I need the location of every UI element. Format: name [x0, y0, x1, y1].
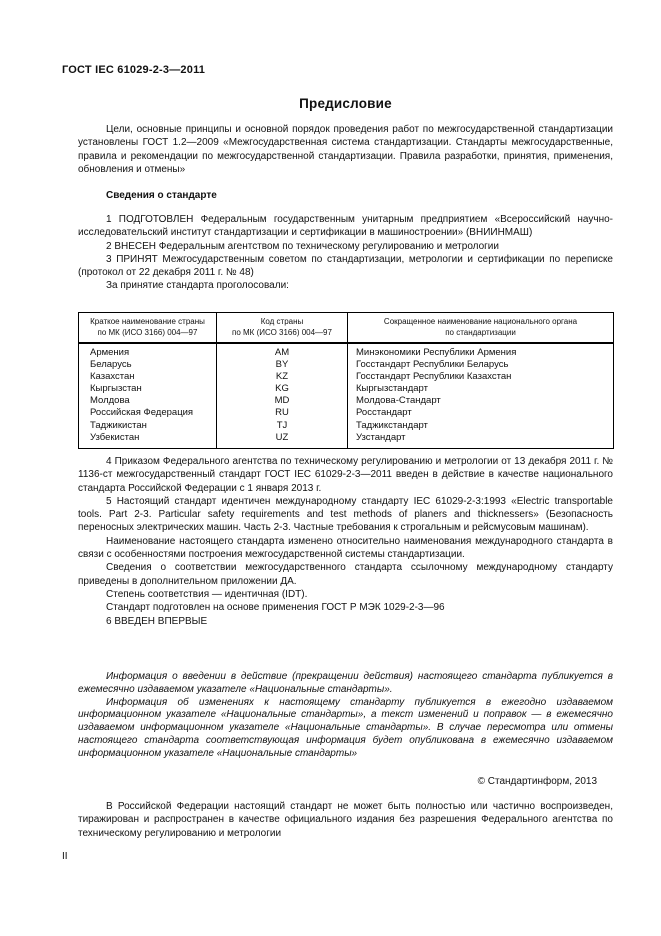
info-item-4: 4 Приказом Федерального агентства по техническому регулированию и метрологии от 13 декабря 2011 г. № 1136-ст межгосударственный стандарт ГОСТ IEC 61029-2-3—2011 введен в действие в качестве национального стандарта Российской Федерации с 1 января 2013 г.	[78, 456, 613, 494]
column-header-line: Краткое наименование страны	[90, 317, 205, 326]
country-cell: Армения	[90, 347, 130, 358]
code-cell: RU	[217, 407, 348, 419]
code-cell: BY	[217, 359, 348, 371]
renamed-note: Наименование настоящего стандарта изменено относительно наименования международного стандарта в связи с особенностями построения межгосударственной системы стандартизации.	[78, 535, 613, 561]
column-header-country	[79, 313, 217, 344]
conformity-degree-line: Степень соответствия — идентичная (IDT).	[106, 588, 308, 600]
country-cell: Беларусь	[90, 359, 132, 371]
standard-info-heading: Сведения о стандарте	[106, 190, 217, 201]
standard-info-section	[78, 213, 613, 293]
code-cell: AM	[217, 343, 348, 359]
column-header-org	[348, 313, 614, 344]
column-header-line: по МК (ИСО 3166) 004—97	[97, 327, 198, 337]
restriction-section	[78, 800, 613, 840]
info-item-3: 3 ПРИНЯТ Межгосударственным советом по стандартизации, метрологии и сертификации по переписке (протокол от 22 декабря 2011 г. № 48)	[78, 253, 613, 279]
code-cell: KZ	[217, 371, 348, 383]
info-item-1: 1 ПОДГОТОВЛЕН Федеральным государственным унитарным предприятием «Всероссийский научно-исследовательский институт стандартизации и сертификации в машиностроении» (ВНИИНМАШ)	[78, 214, 613, 239]
info-item-6: 6 ВВЕДЕН ВПЕРВЫЕ	[106, 615, 208, 627]
table-row	[79, 383, 614, 395]
org-cell: Узстандарт	[348, 432, 614, 449]
vote-table-body	[79, 343, 614, 448]
table-row	[79, 343, 614, 359]
intro-paragraph: Цели, основные принципы и основной порядок проведения работ по межгосударственной стандартизации установлены ГОСТ 1.2—2009 «Межгосударственная система стандартизации. Стандарты межгосударственные, правила и рекомендации по межгосударственной стандартизации. Правила разработки, принятия, применения, обновления и отмены»	[78, 124, 613, 175]
column-header-line: по стандартизации	[445, 327, 516, 337]
basis-note: Стандарт подготовлен на основе применения ГОСТ Р МЭК 1029-2-3—96	[106, 602, 445, 614]
org-cell: Госстандарт Республики Беларусь	[348, 359, 614, 371]
table-row	[79, 432, 614, 449]
org-cell: Минэкономики Республики Армения	[348, 343, 614, 359]
vote-table-header	[79, 313, 614, 344]
country-cell: Казахстан	[90, 371, 135, 383]
info-item-5: 5 Настоящий стандарт идентичен международному стандарту IEC 61029-2-3:1993 «Electric transportable tools. Part 2-3. Particular safety requirements and test methods of planers and thicknessers» (Безопасность переносных электрических машин. Часть 2-3. Частные требования к строгальным и рейсмусовым машинам).	[78, 495, 613, 534]
page-title: Предисловие	[299, 96, 392, 111]
country-cell: Таджикистан	[90, 419, 147, 431]
header-row	[79, 313, 614, 344]
code-cell: UZ	[217, 432, 348, 449]
page-number: II	[62, 851, 68, 862]
publication-note-1: Информация о введении в действие (прекращении действия) настоящего стандарта публикуется в ежемесячно издаваемом указателе «Национальные стандарты».	[78, 671, 613, 695]
code-cell: KG	[217, 383, 348, 395]
table-row	[79, 395, 614, 407]
org-cell: Росстандарт	[348, 407, 614, 419]
country-cell: Российская Федерация	[90, 407, 194, 419]
org-cell: Таджикстандарт	[348, 420, 614, 432]
org-cell: Госстандарт Республики Казахстан	[348, 371, 614, 383]
vote-table-container	[78, 312, 613, 449]
reference-note: Сведения о соответствии межгосударственного стандарта ссылочному международному стандарту приведены в дополнительном приложении ДА.	[78, 562, 613, 587]
column-header-code	[217, 313, 348, 344]
table-row	[79, 420, 614, 432]
table-row	[79, 407, 614, 419]
country-cell: Молдова	[90, 395, 130, 407]
document-code: ГОСТ IEC 61029-2-3—2011	[62, 64, 206, 76]
table-row	[79, 371, 614, 383]
publication-notes-section	[78, 671, 613, 761]
org-cell: Молдова-Стандарт	[348, 395, 614, 407]
publication-note-2: Информация об изменениях к настоящему стандарту публикуется в ежегодно издаваемом информационном указателе «Национальные стандарты», а текст изменений и поправок — в ежемесячно издаваемом информационном указателе «Национальные стандарты». В случае пересмотра или отмены настоящего стандарта соответствующая информация будет опубликована в ежемесячно издаваемом информационном указателе «Национальные стандарты»	[78, 696, 613, 759]
vote-table	[78, 312, 614, 449]
vote-intro-line: За принятие стандарта проголосовали:	[106, 280, 289, 292]
post-table-section	[78, 455, 613, 628]
intro-section	[78, 123, 613, 176]
country-cell: Кыргызстан	[90, 383, 142, 395]
column-header-line: Сокращенное наименование национального органа	[383, 317, 578, 326]
info-item-2: 2 ВНЕСЕН Федеральным агентством по техническому регулированию и метрологии	[106, 240, 499, 252]
org-cell: Кыргызстандарт	[348, 383, 614, 395]
table-row	[79, 359, 614, 371]
column-header-line: Код страны	[260, 317, 304, 326]
copyright-line: © Стандартинформ, 2013	[477, 776, 597, 787]
country-cell: Узбекистан	[90, 431, 140, 443]
column-header-line: по МК (ИСО 3166) 004—97	[232, 327, 332, 337]
restriction-paragraph: В Российской Федерации настоящий стандарт не может быть полностью или частично воспроизведен, тиражирован и распространен в качестве официального издания без разрешения Федерального агентства по техническому регулированию и метрологии	[78, 801, 613, 839]
code-cell: TJ	[217, 420, 348, 432]
code-cell: MD	[217, 395, 348, 407]
